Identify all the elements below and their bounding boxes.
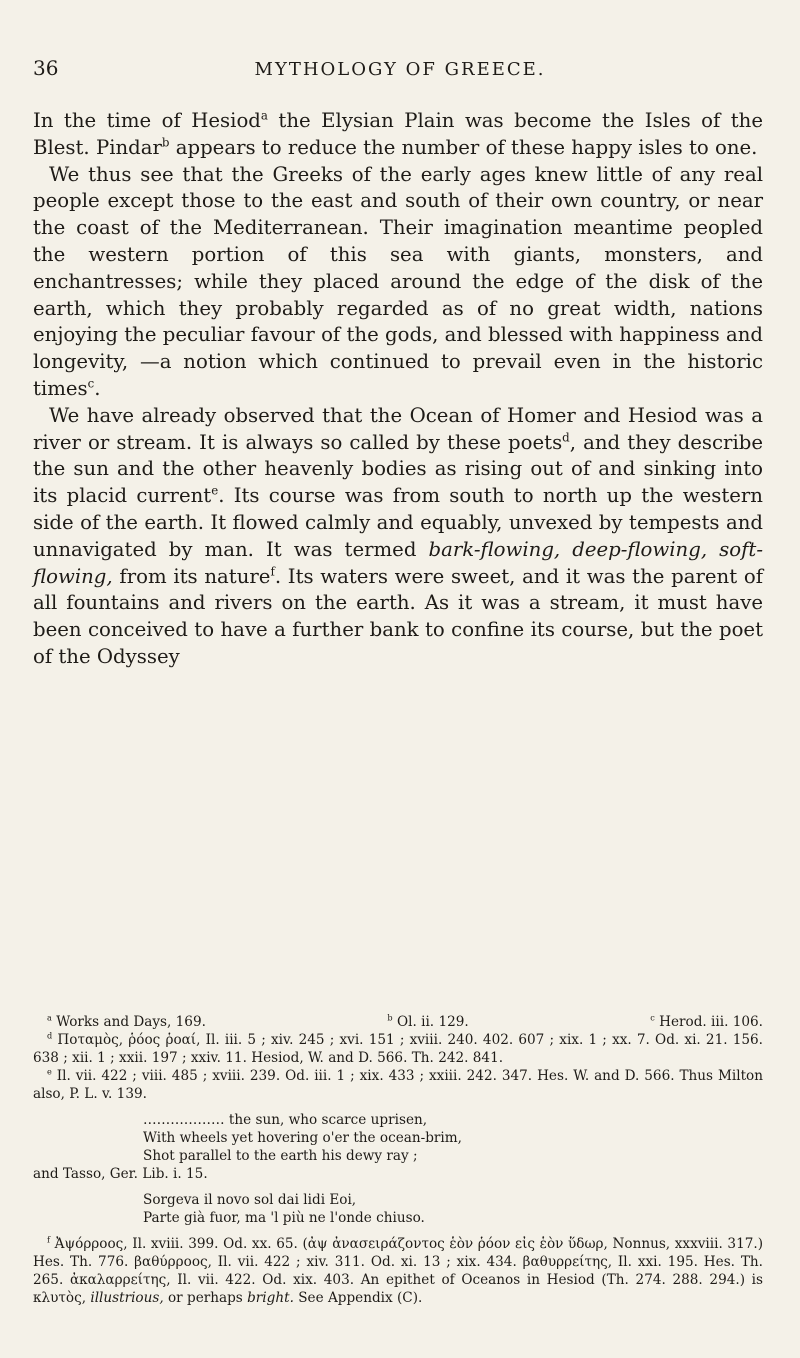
verse-line: Sorgeva il novo sol dai lidi Eoi,: [143, 1192, 357, 1208]
milton-quote: [33, 1111, 763, 1165]
footnote-d: [33, 1031, 763, 1067]
italic-word: illustrious,: [90, 1290, 164, 1306]
footnote-ref: c: [87, 376, 95, 391]
text-run: . Its course was from south to north up the western side of the earth. It flowed calmly and equably, unvexed by tempests and unnavigated by man. It was termed: [33, 484, 763, 561]
tasso-quote: [33, 1191, 763, 1227]
footnote-mark: b: [387, 1012, 393, 1023]
footnote-a: [47, 1013, 206, 1031]
footnote-c: [650, 1013, 763, 1031]
footnote-mark: c: [650, 1012, 655, 1023]
footnote-text: Works and Days, 169.: [51, 1014, 206, 1030]
footnote-f: [33, 1235, 763, 1307]
footnote-e: [33, 1067, 763, 1103]
text-run: .: [94, 376, 101, 400]
footnote-mark: f: [47, 1234, 51, 1245]
footnote-text: Ἀψόρροος, Il. xviii. 399. Od. xx. 65. (ἀψ ἀνασειράζοντος ἑὸν ῥόον εἰς ἑὸν ὕδωρ, Nonnus, xxxviii. 317.) Hes. Th. 776. βαθύρροος, Il. vii. 422 ; xiv. 311. Od. xi. 13 ; xix. 434. βαθυρρείτης, Il. xxi. 195. Hes. Th. 265. ἀκαλαρρείτης, Il. vii. 422. Od. xix. 403. An epithet of Oceanos in Hesiod (Th. 274. 288. 294.) is κλυτὸς,: [33, 1236, 763, 1306]
footnote-text: Herod. iii. 106.: [654, 1014, 763, 1030]
verse-line: ……………… the sun, who scarce uprisen,: [143, 1112, 428, 1128]
footnote-ref: d: [562, 430, 570, 444]
text-run: We have already observed that the Ocean of Homer and Hesiod was a river or stream. It is always so called by these poets: [33, 403, 763, 454]
footnote-ref: a: [260, 108, 268, 123]
footnote-text: Ol. ii. 129.: [392, 1014, 469, 1030]
footnote-mark: d: [47, 1030, 53, 1041]
italic-epithets: bark-flowing, deep-flowing, soft-flowing,: [33, 537, 763, 588]
footnote-ref: f: [270, 563, 275, 578]
footnote-text: See Appendix (C).: [293, 1290, 423, 1306]
italic-word: bright.: [247, 1290, 294, 1306]
footnote-ref: e: [211, 483, 219, 498]
paragraph-1: [33, 108, 763, 162]
verse-line: Parte già fuor, ma 'l più ne l'onde chiuso.: [143, 1210, 425, 1226]
footnote-mark: e: [47, 1066, 52, 1077]
verse-line: Shot parallel to the earth his dewy ray ;: [143, 1148, 418, 1164]
footnote-text: or perhaps: [163, 1290, 248, 1306]
footnote-b: [387, 1013, 468, 1031]
footnote-text: Ποταμὸς, ῥόος ῥοαί, Il. iii. 5 ; xiv. 245 ; xvi. 151 ; xviii. 240. 402. 607 ; xix. 1 ; xx. 7. Od. xi. 21. 156. 638 ; xii. 1 ; xxii. 197 ; xxiv. 11. Hesiod, W. and D. 566. Th. 242. 841.: [33, 1032, 763, 1066]
text-run: , and they describe the sun and the other heavenly bodies as rising out of and sinking into its placid current: [33, 430, 763, 508]
text-run: appears to reduce the number of these happy isles to one.: [169, 135, 758, 159]
running-title: MYTHOLOGY OF GREECE.: [254, 59, 546, 80]
text-run: . Its waters were sweet, and it was the parent of all fountains and rivers on the earth. As it was a stream, it must have been conceived to have a further bank to confine its course, but the poet of the Odyssey: [33, 564, 763, 668]
page-number: 36: [33, 56, 59, 80]
text-run: from its nature: [112, 564, 271, 588]
text-run: In the time of Hesiod: [33, 109, 261, 132]
footnote-text: Il. vii. 422 ; viii. 485 ; xviii. 239. Od. iii. 1 ; xix. 433 ; xxiii. 242. 347. Hes. W. and D. 566. Thus Milton also, P. L. v. 139.: [33, 1068, 763, 1102]
footnote-row-abc: [33, 1013, 763, 1031]
footnote-mark: a: [47, 1012, 52, 1023]
footnotes: [33, 1013, 763, 1307]
paragraph-3: [33, 403, 763, 671]
paragraph-2: [33, 162, 763, 403]
footnote-ref: b: [161, 135, 170, 150]
verse-line: With wheels yet hovering o'er the ocean-brim,: [143, 1130, 462, 1146]
main-text: [33, 108, 763, 671]
text-run: the Elysian Plain was become the Isles of the Blest. Pindar: [33, 109, 763, 159]
text-run: We thus see that the Greeks of the early ages knew little of any real people except those to the east and south of their own country, or near the coast of the Mediterranean. Their imagination meantime peopled the western portion of this sea with giants, monsters, and enchantresses; while they placed around the edge of the disk of the earth, which they probably regarded as of no great width, nations enjoying the peculiar favour of the gods, and blessed with happiness and longevity, —a notion which continued to prevail even in the historic times: [33, 162, 763, 400]
tasso-intro: and Tasso, Ger. Lib. i. 15.: [33, 1166, 208, 1182]
